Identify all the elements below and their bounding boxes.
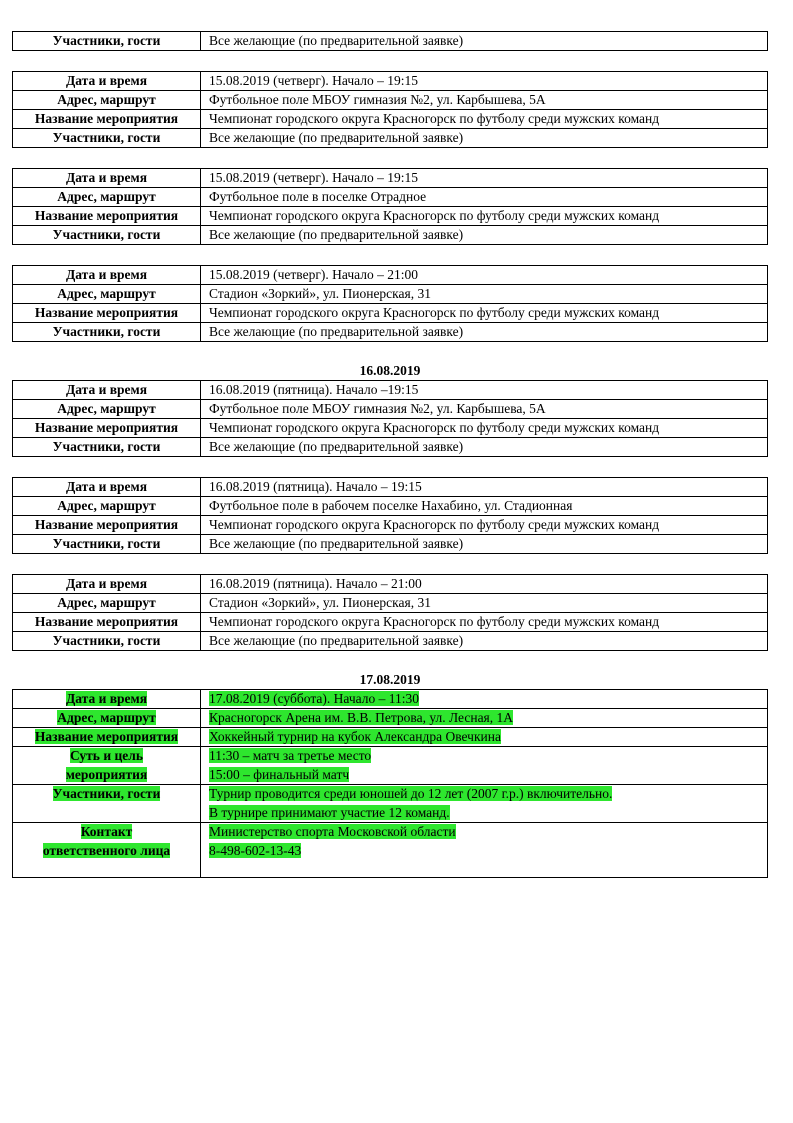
table-row [13, 91, 768, 110]
event-name-value: Чемпионат городского округа Красногорск по футболу среди мужских команд [201, 207, 768, 226]
participants-label: Участники, гости [52, 786, 161, 801]
table-row [13, 785, 768, 823]
table-row [13, 72, 768, 91]
table-row [13, 613, 768, 632]
date-time-label: Дата и время [65, 691, 148, 706]
table-row [13, 32, 768, 51]
event-name-value: Чемпионат городского округа Красногорск по футболу среди мужских команд [201, 419, 768, 438]
table-row [13, 709, 768, 728]
date-time-label: Дата и время [13, 72, 201, 91]
participants-value: Все желающие (по предварительной заявке) [201, 32, 768, 51]
date-time-label: Дата и время [13, 266, 201, 285]
table-row [13, 747, 768, 785]
table-row [13, 226, 768, 245]
table-row [13, 632, 768, 651]
date-time-value: 15.08.2019 (четверг). Начало – 21:00 [201, 266, 768, 285]
table-row [13, 823, 768, 878]
participants-label: Участники, гости [13, 438, 201, 457]
event-table [12, 380, 768, 457]
address-value: Футбольное поле МБОУ гимназия №2, ул. Карбышева, 5А [201, 400, 768, 419]
table-row [13, 516, 768, 535]
address-label: Адрес, маршрут [13, 497, 201, 516]
event-name-value: Чемпионат городского округа Красногорск по футболу среди мужских команд [201, 516, 768, 535]
event-name-label: Название мероприятия [13, 304, 201, 323]
table-row [13, 478, 768, 497]
date-time-value: 15.08.2019 (четверг). Начало – 19:15 [201, 72, 768, 91]
essence-label-line1: Суть и цель [70, 748, 143, 763]
table-row [13, 400, 768, 419]
address-value: Футбольное поле в рабочем поселке Нахабино, ул. Стадионная [201, 497, 768, 516]
date-time-value: 15.08.2019 (четверг). Начало – 19:15 [201, 169, 768, 188]
date-time-value: 17.08.2019 (суббота). Начало – 11:30 [209, 691, 419, 706]
address-label: Адрес, маршрут [13, 400, 201, 419]
table-row [13, 381, 768, 400]
essence-label-line2: мероприятия [65, 766, 148, 782]
event-name-label: Название мероприятия [13, 110, 201, 129]
table-row [13, 188, 768, 207]
table-row [13, 419, 768, 438]
event-table [12, 574, 768, 651]
event-table [12, 168, 768, 245]
contact-label-line1: Контакт [80, 824, 133, 839]
date-time-value: 16.08.2019 (пятница). Начало – 19:15 [201, 478, 768, 497]
participants-value: Все желающие (по предварительной заявке) [201, 129, 768, 148]
address-value: Футбольное поле МБОУ гимназия №2, ул. Карбышева, 5А [201, 91, 768, 110]
date-time-label: Дата и время [13, 381, 201, 400]
essence-value-line1: 11:30 – матч за третье место [209, 748, 372, 763]
table-row [13, 129, 768, 148]
participants-value: Все желающие (по предварительной заявке) [201, 323, 768, 342]
table-row [13, 207, 768, 226]
event-name-label: Название мероприятия [13, 207, 201, 226]
event-name-value: Чемпионат городского округа Красногорск по футболу среди мужских команд [201, 110, 768, 129]
event-table [12, 71, 768, 148]
document-body [12, 31, 768, 878]
contact-value-line2: 8-498-602-13-43 [209, 842, 302, 858]
participants-value: Все желающие (по предварительной заявке) [201, 535, 768, 554]
participants-value-line1: Турнир проводится среди юношей до 12 лет (2007 г.р.) включительно. [209, 786, 613, 801]
event-table [12, 477, 768, 554]
event-name-label: Название мероприятия [34, 729, 179, 744]
event-table [12, 265, 768, 342]
table-row [13, 594, 768, 613]
table-row [13, 285, 768, 304]
address-value: Стадион «Зоркий», ул. Пионерская, 31 [201, 594, 768, 613]
event-name-value: Хоккейный турнир на кубок Александра Овечкина [209, 729, 501, 744]
table-row [13, 438, 768, 457]
participants-label: Участники, гости [13, 535, 201, 554]
date-time-value: 16.08.2019 (пятница). Начало –19:15 [201, 381, 768, 400]
event-name-value: Чемпионат городского округа Красногорск по футболу среди мужских команд [201, 304, 768, 323]
table-row [13, 110, 768, 129]
day-heading: 17.08.2019 [359, 672, 421, 687]
address-label: Адрес, маршрут [13, 188, 201, 207]
participants-label: Участники, гости [13, 129, 201, 148]
contact-value-line1: Министерство спорта Московской области [209, 824, 456, 839]
table-row [13, 323, 768, 342]
date-time-label: Дата и время [13, 575, 201, 594]
table-row [13, 728, 768, 747]
participants-value: Все желающие (по предварительной заявке) [201, 438, 768, 457]
table-row [13, 497, 768, 516]
table-row [13, 169, 768, 188]
table-row [13, 304, 768, 323]
table-row [13, 266, 768, 285]
participants-label: Участники, гости [13, 632, 201, 651]
participants-label: Участники, гости [13, 32, 201, 51]
table-row [13, 535, 768, 554]
participants-value: Все желающие (по предварительной заявке) [201, 632, 768, 651]
address-value: Футбольное поле в поселке Отрадное [201, 188, 768, 207]
date-time-value: 16.08.2019 (пятница). Начало – 21:00 [201, 575, 768, 594]
event-name-label: Название мероприятия [13, 613, 201, 632]
event-name-label: Название мероприятия [13, 516, 201, 535]
date-time-label: Дата и время [13, 478, 201, 497]
event-table-highlighted [12, 689, 768, 878]
address-label: Адрес, маршрут [57, 710, 156, 725]
event-table-fragment [12, 31, 768, 51]
address-label: Адрес, маршрут [13, 285, 201, 304]
day-heading: 16.08.2019 [359, 363, 421, 378]
address-label: Адрес, маршрут [13, 91, 201, 110]
participants-value-line2: В турнире принимают участие 12 команд. [209, 804, 450, 820]
event-name-value: Чемпионат городского округа Красногорск по футболу среди мужских команд [201, 613, 768, 632]
participants-label: Участники, гости [13, 226, 201, 245]
essence-value-line2: 15:00 – финальный матч [209, 766, 350, 782]
date-time-label: Дата и время [13, 169, 201, 188]
event-name-label: Название мероприятия [13, 419, 201, 438]
participants-label: Участники, гости [13, 323, 201, 342]
table-row [13, 690, 768, 709]
contact-label-line2: ответственного лица [42, 842, 171, 858]
address-label: Адрес, маршрут [13, 594, 201, 613]
participants-value: Все желающие (по предварительной заявке) [201, 226, 768, 245]
table-row [13, 575, 768, 594]
address-value: Стадион «Зоркий», ул. Пионерская, 31 [201, 285, 768, 304]
address-value: Красногорск Арена им. В.В. Петрова, ул. Лесная, 1А [209, 710, 514, 725]
